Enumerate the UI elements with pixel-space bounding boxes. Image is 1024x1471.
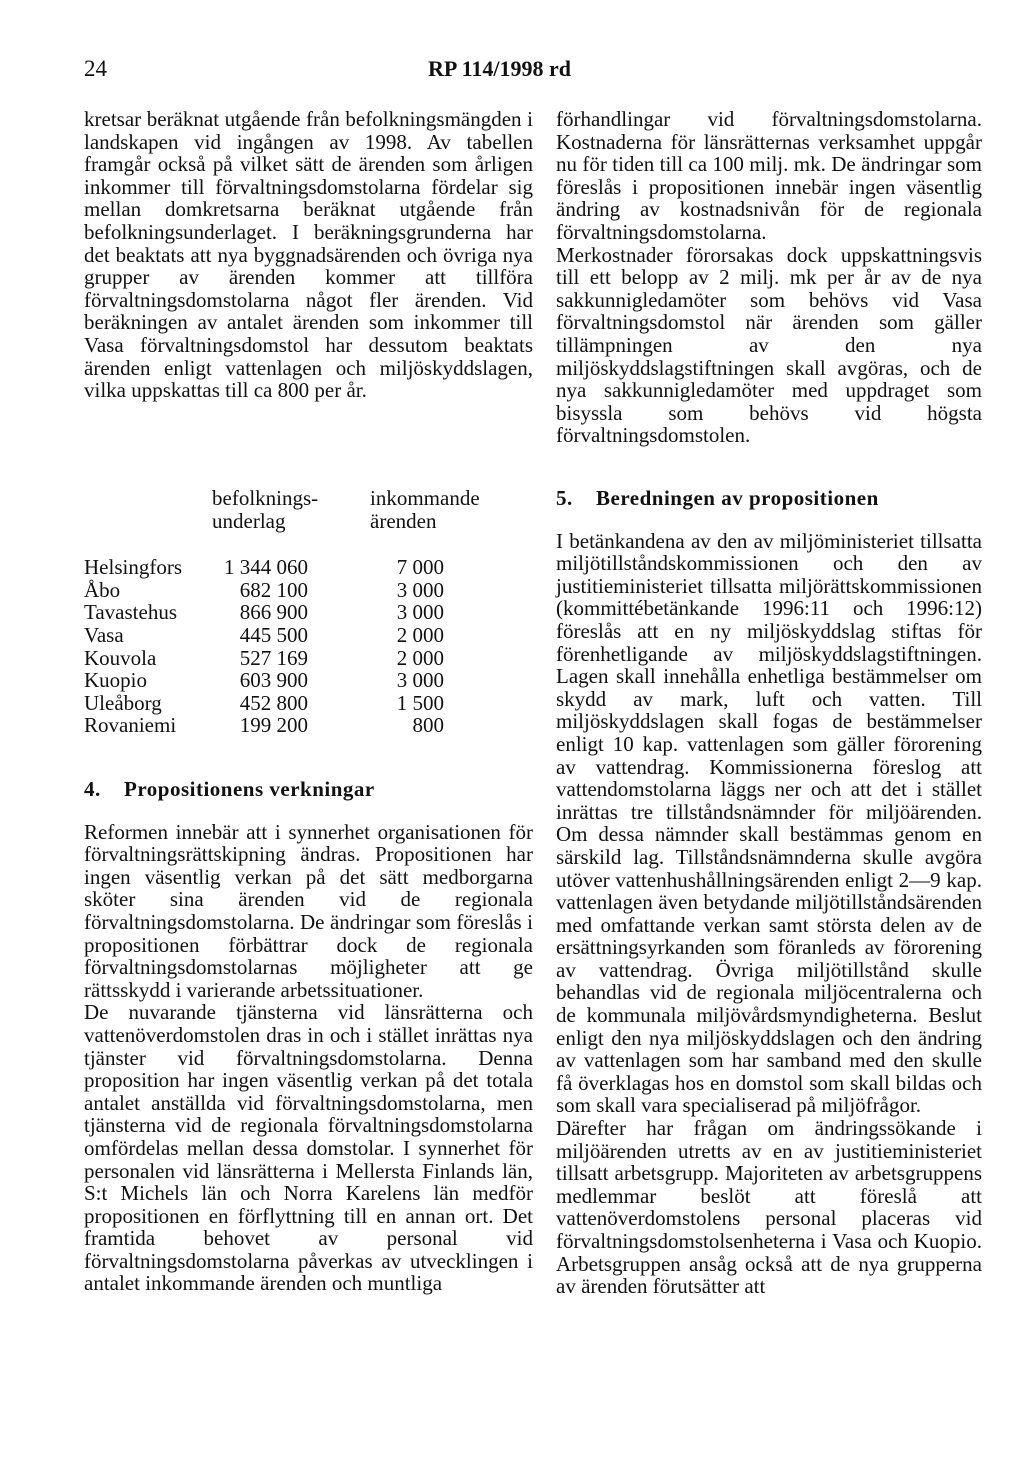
right-paragraph-1: förhandlingar vid förvaltningsdomstolarna. Kostnaderna för länsrätternas verksamhet uppgår nu för tiden till ca 100 milj. mk. De ändringar som föreslås i propositionen innebär ingen väsentlig ändring av kostnadsnivån för de regionala förvaltningsdomstolarna. <box>556 107 982 244</box>
section-5-heading <box>556 487 982 510</box>
section-5-paragraph-2: Därefter har frågan om ändringssökande i miljöärenden utretts av en av justitieministeriet tillsatt arbetsgrupp. Majoriteten av arbetsgruppens medlemmar beslöt att föreslå att vattenöverdomstolens personal placeras vid förvaltningsdomstolsenheterna i Vasa och Kuopio. Arbetsgruppen ansåg också att de nya grupperna av ärenden förutsätter att <box>556 1116 982 1299</box>
table-cell-population: 866 900 <box>239 600 308 625</box>
table-cell-place: Kuopio <box>84 668 147 693</box>
table-cell-cases: 2 000 <box>396 622 444 647</box>
population-header <box>212 487 352 532</box>
table-row <box>84 714 500 737</box>
table-row <box>84 579 500 602</box>
table-cell-place: Helsingfors <box>84 555 182 580</box>
table-cell-cases: 800 <box>412 713 444 738</box>
left-intro-text: kretsar beräknat utgående från befolkningsmängden i landskapen vid ingången av 1998. Av tabellen framgår också på vilket sätt de ärenden som årligen inkommer till förvaltningsdomstolarna fördelar sig mellan domkretsarna beräknat utgående från befolkningsunderlaget. I beräkningsgrunderna har det beaktats att nya byggnadsärenden och övriga nya grupper av ärenden kommer att tillföra förvaltningsdomstolarna något fler ärenden. Vid beräkningen av antalet ärenden som inkommer till Vasa förvaltningsdomstol har dessutom beaktats ärenden enligt vattenlagen och miljöskyddslagen, vilka uppskattas till ca 800 per år. <box>84 107 533 403</box>
table-row <box>84 692 500 715</box>
cases-header-line2: ärenden <box>370 508 437 533</box>
section-4-number: 4. <box>84 777 101 801</box>
table-cell-place: Tavastehus <box>84 600 178 625</box>
table-cell-cases: 3 000 <box>396 600 444 625</box>
table-cell-population: 527 169 <box>239 645 308 670</box>
table-cell-population: 1 344 060 <box>224 555 308 580</box>
section-4 <box>84 778 533 1295</box>
table-row <box>84 556 500 579</box>
population-table-grid <box>84 487 500 737</box>
table-cell-population: 445 500 <box>239 622 308 647</box>
table-row <box>84 601 500 624</box>
section-4-paragraph-1: Reformen innebär att i synnerhet organisationen för förvaltningsrättskipning ändras. Propositionen har ingen väsentlig verkan på det sätt medborgarna sköter sina ärenden vid de regionala förvaltningsdomstolarna. De ändringar som föreslås i propositionen förbättrar dock de regionala förvaltningsdomstolarnas möjligheter att ge rättsskydd i varierande arbetssituationer. <box>84 819 533 1002</box>
cases-header-line1: inkommande <box>370 486 480 510</box>
table-cell-population: 682 100 <box>239 577 308 602</box>
table-cell-population: 199 200 <box>239 713 308 738</box>
table-cell-place: Uleåborg <box>84 690 162 715</box>
table-row <box>84 647 500 670</box>
table-cell-cases: 2 000 <box>396 645 444 670</box>
table-cell-cases: 3 000 <box>396 668 444 693</box>
document-code: RP 114/1998 rd <box>428 56 572 81</box>
table-cell-population: 452 800 <box>239 690 308 715</box>
section-5-paragraph-1: I betänkandena av den av miljöministeriet tillsatta miljötillståndskommissionen och den av justitieministeriet tillsatta miljörättskommissionen (kommittébetänkande 1996:11 och 1996:12) föreslås att en ny miljöskyddslag stiftas för förenhetligande av miljöskyddslagstiftningen. Lagen skall innehålla enhetliga bestämmelser om skydd av mark, luft och vatten. Till miljöskyddslagen skall fogas de bestämmelser enligt 10 kap. vattenlagen som gäller förorening av vattendrag. Kommissionerna föreslog att vattendomstolarna läggs ner och att det i stället inrättas tre tillståndsnämnder för miljöärenden. Om dessa nämnder skall bestämmas genom en särskild lag. Tillståndsnämnderna skulle avgöra utöver vattenhushållningsärenden enligt 2—9 kap. vattenlagen även betydande miljötillståndsärenden med omfattande verkan samt största delen av de ersättningsyrkanden som föranleds av förorening av vattendrag. Övriga miljötillstånd skulle behandlas vid de regionala miljöcentralerna och de kommunala miljövårdsmyndigheterna. Beslut enligt den nya miljöskyddslagen och den ändring av vattenlagen som har samband med den skulle få överklagas hos en domstol som skall bildas och som skall vara specialiserad på miljöfrågor. <box>556 528 982 1118</box>
table-cell-cases: 3 000 <box>396 577 444 602</box>
table-cell-place: Kouvola <box>84 645 157 670</box>
section-4-paragraph-2: De nuvarande tjänsterna vid länsrätterna och vattenöverdomstolen dras in och i stället inrättas nya tjänster vid förvaltningsdomstolarna. Denna proposition har ingen väsentlig verkan på det totala antalet anställda vid förvaltningsdomstolarna, men tjänsterna vid de regionala förvaltningsdomstolarna omfördelas mellan dessa domstolar. I synnerhet för personalen vid länsrätterna i Mellersta Finlands län, S:t Michels län och Norra Karelens län medför propositionen en förflyttning till en annan ort. Det framtida behovet av personal vid förvaltningsdomstolarna påverkas av utvecklingen i antalet inkommande ärenden och muntliga <box>84 1000 533 1296</box>
section-5-number: 5. <box>556 486 573 510</box>
right-top-text <box>556 108 982 447</box>
section-5 <box>556 487 982 1298</box>
table-row <box>84 624 500 647</box>
section-5-title: Beredningen av propositionen <box>596 486 879 510</box>
left-intro-paragraph <box>84 108 533 402</box>
table-cell-cases: 1 500 <box>396 690 444 715</box>
right-paragraph-2: Merkostnader förorsakas dock uppskattningsvis till ett belopp av 2 milj. mk per år av de nya sakkunnigledamöter som behövs vid Vasa förvaltningsdomstol när ärenden som gäller tillämpningen av den nya miljöskyddslagstiftningen skall avgöras, och de nya sakkunnigledamöter med uppdraget som bisyssla som behövs vid högsta förvaltningsdomstolen. <box>556 242 982 448</box>
table-cell-place: Rovaniemi <box>84 713 177 738</box>
section-4-heading <box>84 778 533 801</box>
population-header-line1: befolknings- <box>212 486 319 510</box>
page-number: 24 <box>84 56 107 81</box>
cases-header <box>352 487 500 532</box>
population-header-line2: underlag <box>212 508 286 533</box>
table-cell-place: Vasa <box>84 622 124 647</box>
table-header-row <box>84 487 500 532</box>
table-row <box>84 669 500 692</box>
section-4-title: Propositionens verkningar <box>124 777 375 801</box>
table-cell-place: Åbo <box>84 577 121 602</box>
population-table <box>84 487 533 737</box>
table-cell-population: 603 900 <box>239 668 308 693</box>
table-body <box>84 556 500 737</box>
table-cell-cases: 7 000 <box>396 555 444 580</box>
